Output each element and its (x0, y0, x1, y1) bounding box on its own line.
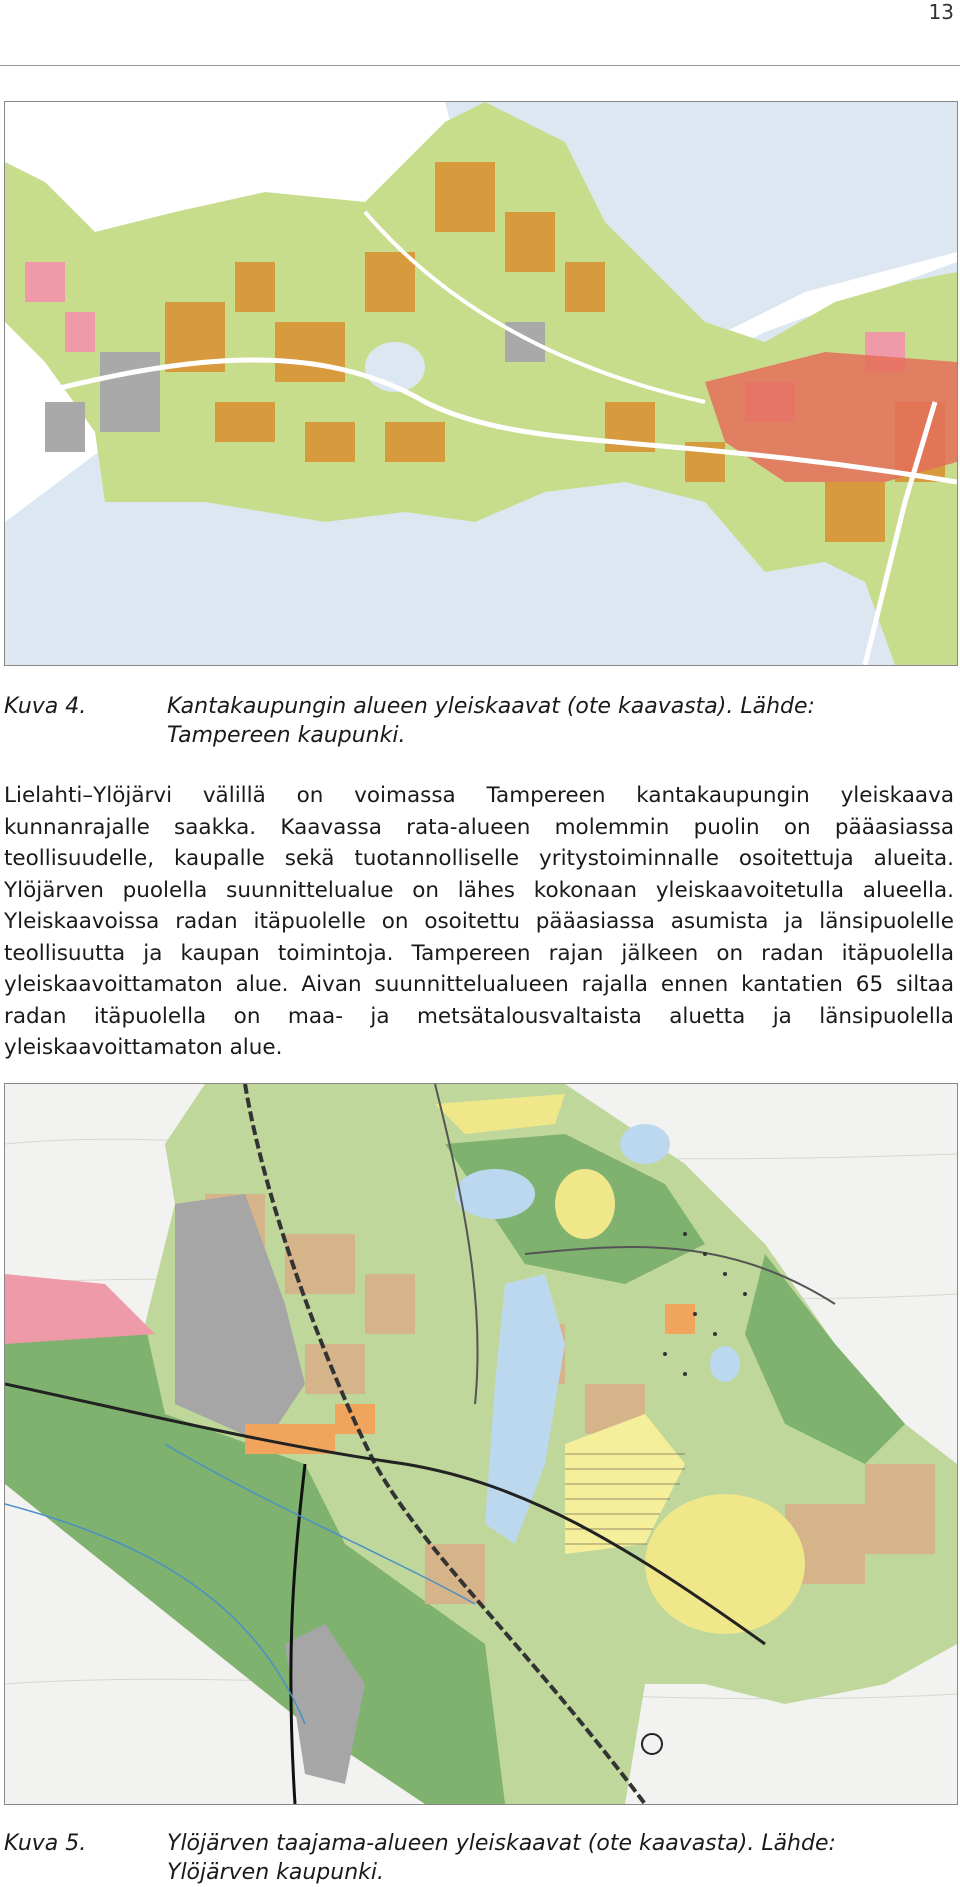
figure-4-map (4, 101, 958, 666)
header-rule (0, 65, 960, 66)
figure-5-label: Kuva 5. (4, 1831, 87, 1856)
page-number: 13 (928, 0, 954, 24)
body-paragraph: Lielahti–Ylöjärvi välillä on voimassa Tampereen kantakaupungin yleiskaava kunnanrajalle saakka. Kaavassa rata-alueen molemmin puolin on pääasiassa teollisuudelle, kaupalle sekä tuotannolliselle yritystoiminnalle osoitettuja alueita. Ylöjärven puolella suunnittelualue on lähes kokonaan yleiskaavoitetulla alueella. Yleiskaavoissa radan itäpuolelle on osoitettu pääasiassa asumista ja länsipuolelle teollisuutta ja kaupan toimintoja. Tampereen rajan jälkeen on radan itäpuolella yleiskaavoittamaton alue. Aivan suunnittelualueen rajalla ennen kantatien 65 siltaa radan itäpuolella on maa- ja metsätalousvaltaista aluetta ja länsipuolella yleiskaavoittamaton alue. (4, 783, 954, 1060)
figure-5-map (4, 1083, 958, 1805)
figure-5-caption-text: Ylöjärven taajama-alueen yleiskaavat (ote kaavasta). Lähde: Ylöjärven kaupunki. (167, 1831, 836, 1885)
figure-5-caption (4, 1829, 944, 1887)
figure-4-caption (4, 692, 944, 750)
figure-4-caption-text: Kantakaupungin alueen yleiskaavat (ote kaavasta). Lähde: Tampereen kaupunki. (167, 694, 815, 748)
figure-4-label: Kuva 4. (4, 694, 87, 719)
